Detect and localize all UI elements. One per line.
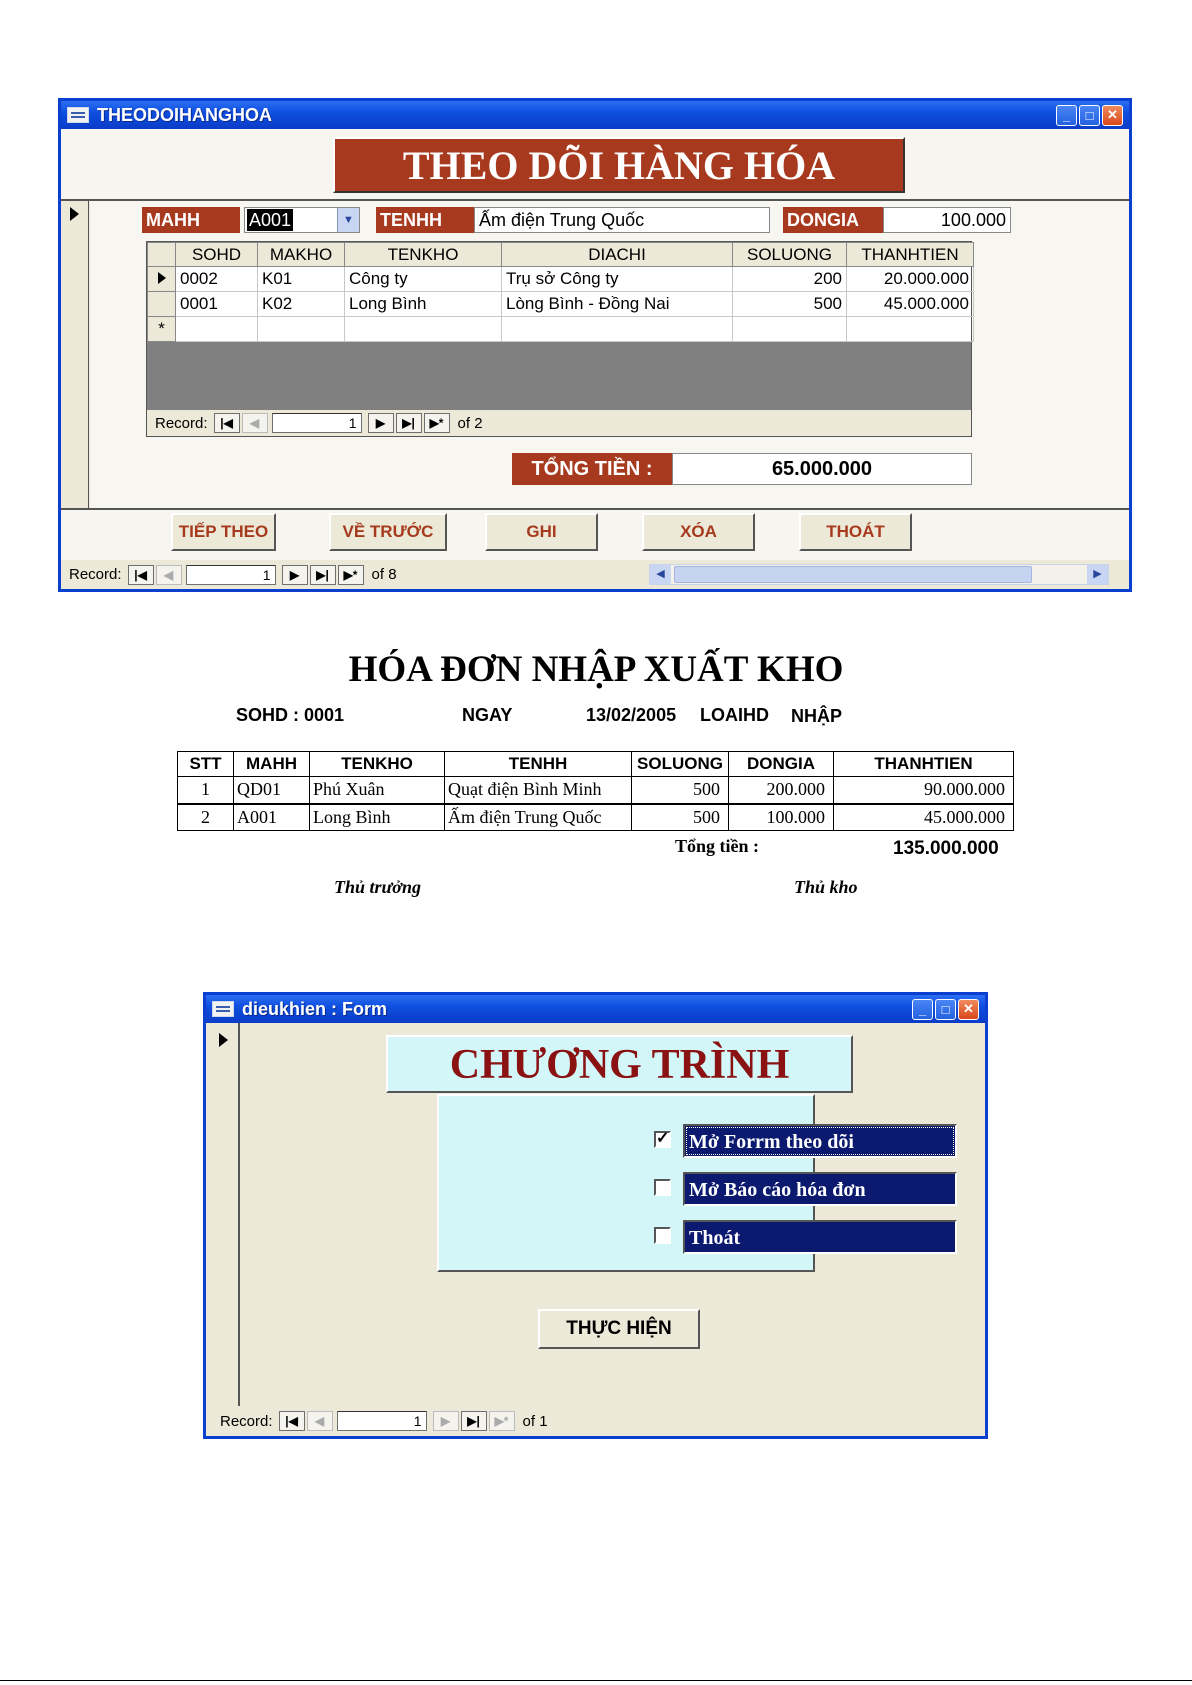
cell-dongia: 200.000 — [729, 777, 834, 804]
report-table — [177, 751, 1014, 831]
detail-grid — [147, 242, 974, 342]
form-detail — [90, 201, 1129, 508]
new-record-row[interactable] — [148, 317, 974, 342]
record-selector[interactable] — [206, 1023, 240, 1406]
maximize-icon[interactable]: □ — [1079, 105, 1100, 126]
col-diachi[interactable]: DIACHI — [502, 243, 733, 267]
tenhh-field[interactable]: Ấm điện Trung Quốc — [474, 207, 770, 233]
option-checkbox[interactable] — [654, 1179, 671, 1196]
loaihd-label: LOAIHD — [700, 705, 769, 725]
window-title: THEODOIHANGHOA — [97, 104, 272, 125]
cell-stt: 2 — [178, 804, 234, 831]
cell-mahh: A001 — [234, 804, 310, 831]
table-row — [178, 777, 1014, 804]
first-record-icon[interactable]: |◀ — [214, 413, 240, 433]
form-footer — [61, 508, 1129, 560]
signature-storekeeper: Thủ kho — [794, 877, 858, 897]
new-cell[interactable] — [847, 317, 974, 342]
col-tenkho[interactable]: TENKHO — [345, 243, 502, 267]
save-button[interactable]: GHI — [485, 513, 598, 551]
next-record-icon[interactable]: ▶ — [433, 1411, 459, 1431]
main-record-navigator — [61, 560, 1129, 589]
minimize-icon[interactable]: _ — [912, 999, 933, 1020]
col-tenhh: TENHH — [445, 752, 632, 777]
record-number-input[interactable]: 1 — [272, 413, 362, 433]
new-record-icon[interactable]: ▶* — [489, 1411, 515, 1431]
new-record-marker: * — [148, 317, 176, 342]
record-label: Record: — [69, 566, 122, 583]
cell-dongia: 100.000 — [729, 804, 834, 831]
last-record-icon[interactable]: ▶| — [310, 565, 336, 585]
table-row[interactable] — [148, 292, 974, 317]
option-open-report[interactable]: Mở Báo cáo hóa đơn — [683, 1172, 957, 1206]
grid-empty-area — [147, 342, 971, 410]
new-cell[interactable] — [176, 317, 258, 342]
cell-mahh: QD01 — [234, 777, 310, 804]
grid-corner[interactable] — [148, 243, 176, 267]
subform-record-navigator — [147, 410, 971, 436]
form-header — [61, 129, 1129, 201]
record-navigator — [206, 1406, 985, 1436]
cell-tenhh: Quạt điện Bình Minh — [445, 777, 632, 804]
ngay-label: NGAY — [462, 705, 513, 725]
col-dongia: DONGIA — [729, 752, 834, 777]
option-checkbox[interactable]: ✓ — [656, 1130, 670, 1147]
window-title: dieukhien : Form — [242, 998, 388, 1019]
detail-subform — [146, 241, 972, 437]
mahh-value[interactable]: A001 — [249, 210, 292, 230]
scroll-thumb[interactable] — [674, 566, 1032, 583]
new-record-icon[interactable]: ▶* — [424, 413, 450, 433]
form-body — [61, 129, 1129, 589]
mahh-combobox[interactable] — [244, 207, 360, 233]
next-record-icon[interactable]: ▶ — [282, 565, 308, 585]
new-cell[interactable] — [345, 317, 502, 342]
last-record-icon[interactable]: ▶| — [461, 1411, 487, 1431]
cell-thanhtien: 45.000.000 — [834, 804, 1014, 831]
record-count: of 2 — [457, 414, 483, 432]
table-row — [178, 804, 1014, 831]
scroll-left-icon[interactable]: ◀ — [650, 565, 671, 584]
cell-makho[interactable]: K01 — [258, 267, 345, 292]
new-cell[interactable] — [258, 317, 345, 342]
loaihd-value: NHẬP — [791, 706, 843, 726]
close-icon[interactable]: ✕ — [1102, 105, 1123, 126]
ngay-value: 13/02/2005 — [586, 705, 677, 725]
record-number-input[interactable]: 1 — [337, 1411, 427, 1431]
cell-thanhtien: 90.000.000 — [834, 777, 1014, 804]
col-sohd[interactable]: SOHD — [176, 243, 258, 267]
close-icon[interactable]: ✕ — [958, 999, 979, 1020]
cell-tenkho[interactable]: Công ty — [345, 267, 502, 292]
cell-thanhtien[interactable]: 20.000.000 — [847, 267, 974, 292]
option-checkbox[interactable] — [654, 1227, 671, 1244]
current-record-arrow-icon — [219, 1033, 228, 1047]
menu-heading: CHƯƠNG TRÌNH — [386, 1035, 853, 1093]
cell-sohd[interactable]: 0001 — [176, 292, 258, 317]
table-row[interactable] — [148, 267, 974, 292]
maximize-icon[interactable]: □ — [935, 999, 956, 1020]
report-header-row — [178, 752, 1014, 777]
record-label: Record: — [220, 1412, 273, 1430]
window-titlebar[interactable] — [206, 995, 985, 1023]
cell-tenkho: Long Bình — [310, 804, 445, 831]
report-total-label: Tổng tiền : — [675, 836, 760, 856]
delete-button[interactable]: XÓA — [642, 513, 755, 551]
record-label: Record: — [155, 414, 208, 432]
record-count: of 1 — [522, 1412, 548, 1430]
total-field[interactable]: 65.000.000 — [672, 453, 972, 485]
cell-stt: 1 — [178, 777, 234, 804]
first-record-icon[interactable]: |◀ — [279, 1411, 305, 1431]
new-cell[interactable] — [733, 317, 847, 342]
last-record-icon[interactable]: ▶| — [396, 413, 422, 433]
report-title: HÓA ĐƠN NHẬP XUẤT KHO — [348, 649, 844, 690]
report-total-value: 135.000.000 — [893, 838, 999, 859]
minimize-icon[interactable]: _ — [1056, 105, 1077, 126]
grid-header-row — [148, 243, 974, 267]
form-icon — [67, 107, 89, 123]
cell-soluong[interactable]: 200 — [733, 267, 847, 292]
record-selector[interactable] — [61, 201, 89, 508]
run-button[interactable]: THỰC HIỆN — [538, 1309, 700, 1349]
prev-record-icon[interactable]: ◀ — [242, 413, 268, 433]
col-stt: STT — [178, 752, 234, 777]
mahh-label: MAHH — [142, 207, 240, 233]
dongia-label: DONGIA — [783, 207, 883, 233]
new-cell[interactable] — [502, 317, 733, 342]
first-record-icon[interactable]: |◀ — [128, 565, 154, 585]
form-heading: THEO DÕI HÀNG HÓA — [333, 137, 905, 193]
dieukhien-window — [203, 992, 988, 1439]
col-soluong[interactable]: SOLUONG — [733, 243, 847, 267]
new-record-icon[interactable]: ▶* — [338, 565, 364, 585]
form-icon — [212, 1001, 234, 1017]
col-thanhtien: THANHTIEN — [834, 752, 1014, 777]
current-record-arrow-icon — [70, 207, 79, 221]
cell-diachi[interactable]: Lòng Bình - Đồng Nai — [502, 292, 733, 317]
cell-thanhtien[interactable]: 45.000.000 — [847, 292, 974, 317]
current-row-arrow-icon — [158, 272, 166, 284]
cell-soluong: 500 — [632, 777, 729, 804]
col-mahh: MAHH — [234, 752, 310, 777]
form-body — [206, 1023, 985, 1436]
row-selector[interactable] — [148, 292, 176, 317]
theodoihanghoa-window — [58, 98, 1132, 592]
next-button[interactable]: TIẾP THEO — [171, 513, 276, 551]
prev-record-icon[interactable]: ◀ — [156, 565, 182, 585]
next-record-icon[interactable]: ▶ — [368, 413, 394, 433]
cell-diachi[interactable]: Trụ sở Công ty — [502, 267, 733, 292]
window-titlebar[interactable] — [61, 101, 1129, 129]
page-bottom-rule — [0, 1680, 1192, 1681]
cell-soluong: 500 — [632, 804, 729, 831]
horizontal-scrollbar[interactable] — [649, 564, 1109, 585]
option-exit[interactable]: Thoát — [683, 1220, 957, 1254]
chevron-down-icon[interactable]: ▼ — [337, 208, 359, 232]
record-number-input[interactable]: 1 — [186, 565, 276, 585]
record-count: of 8 — [371, 566, 397, 583]
exit-button[interactable]: THOÁT — [799, 513, 912, 551]
option-open-form[interactable]: Mở Forrm theo dõi — [683, 1124, 957, 1158]
col-thanhtien[interactable]: THANHTIEN — [847, 243, 974, 267]
scroll-right-icon[interactable]: ▶ — [1087, 565, 1108, 584]
previous-button[interactable]: VỀ TRƯỚC — [329, 513, 447, 551]
prev-record-icon[interactable]: ◀ — [307, 1411, 333, 1431]
cell-tenkho[interactable]: Long Bình — [345, 292, 502, 317]
col-soluong: SOLUONG — [632, 752, 729, 777]
tenhh-label: TENHH — [376, 207, 474, 233]
signature-head: Thủ trưởng — [334, 877, 421, 897]
col-makho[interactable]: MAKHO — [258, 243, 345, 267]
dongia-field[interactable]: 100.000 — [883, 207, 1011, 233]
cell-tenkho: Phú Xuân — [310, 777, 445, 804]
cell-tenhh: Ấm điện Trung Quốc — [445, 804, 632, 831]
sohd-field: SOHD : 0001 — [236, 705, 345, 725]
cell-soluong[interactable]: 500 — [733, 292, 847, 317]
total-label: TỔNG TIỀN : — [512, 453, 672, 485]
cell-sohd[interactable]: 0002 — [176, 267, 258, 292]
cell-makho[interactable]: K02 — [258, 292, 345, 317]
row-selector[interactable] — [148, 267, 176, 292]
col-tenkho: TENKHO — [310, 752, 445, 777]
